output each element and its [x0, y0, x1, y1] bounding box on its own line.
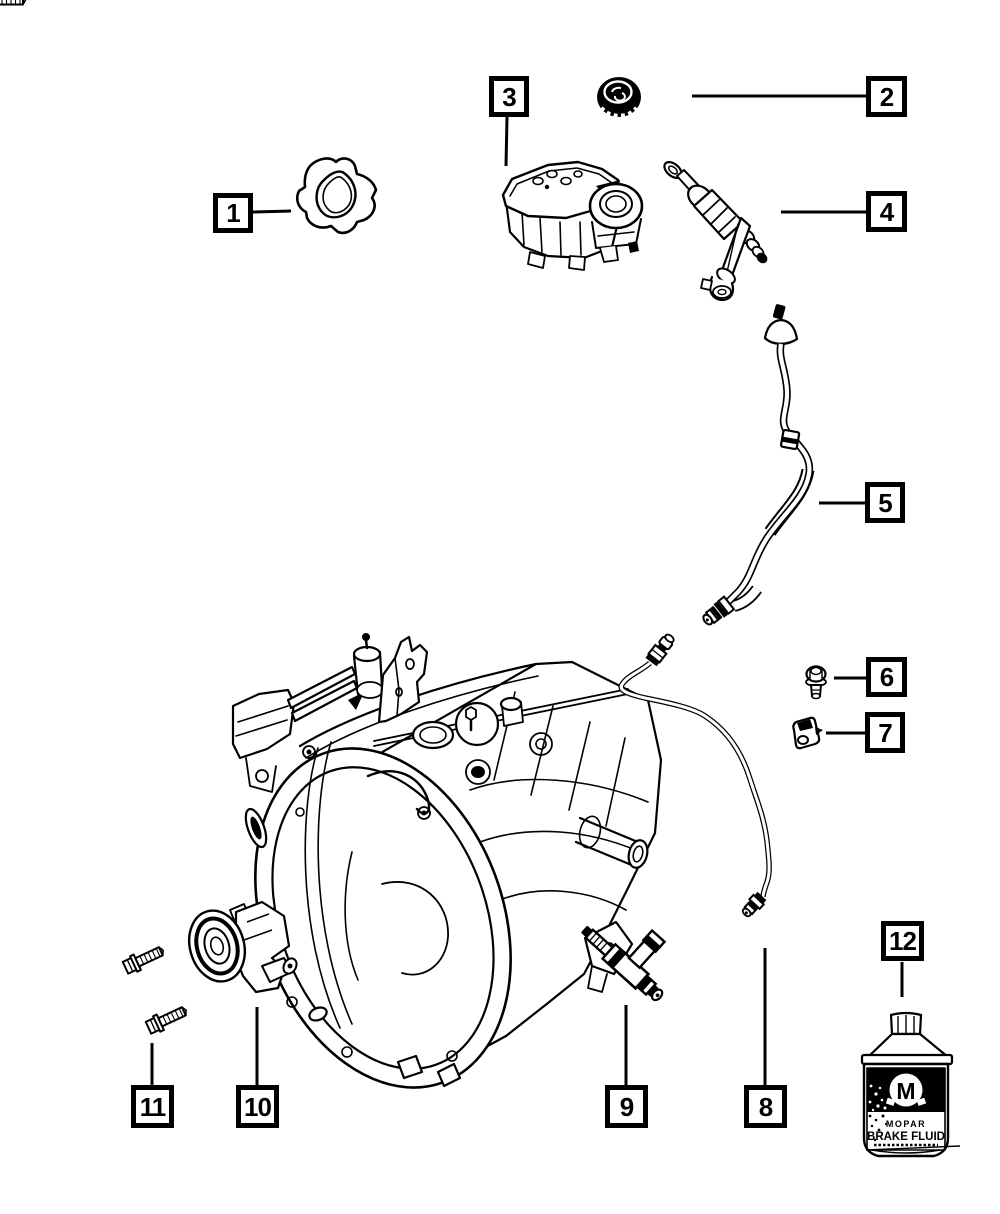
callout-box-7[interactable]	[865, 712, 905, 753]
callout-number: 1	[226, 198, 240, 228]
bottle-brand-text: MOPAR	[885, 1119, 927, 1129]
callout-number: 3	[502, 81, 516, 112]
mounting-bolts-illustration	[0, 0, 190, 1035]
clutch-slave-cylinder-illustration	[181, 902, 299, 992]
callout-number: 12	[889, 926, 916, 956]
callout-box-12[interactable]	[881, 921, 924, 961]
callout-box-9[interactable]	[605, 1085, 648, 1128]
bottle-logo-m: M	[896, 1078, 916, 1104]
bottle-product-text: BRAKE FLUID	[867, 1131, 945, 1143]
brake-fluid-bottle-illustration	[862, 1013, 960, 1156]
seal-gasket-illustration	[297, 159, 376, 233]
clutch-master-cylinder-illustration	[661, 159, 768, 300]
leader-line-3	[506, 117, 507, 166]
callout-number: 8	[758, 1091, 773, 1122]
callout-box-2[interactable]	[866, 76, 907, 117]
callout-number: 10	[244, 1091, 271, 1122]
retaining-clip-illustration	[793, 718, 823, 748]
master-cylinder-tube-illustration	[700, 304, 810, 629]
callout-number: 2	[879, 81, 894, 112]
callout-box-1[interactable]	[213, 193, 253, 233]
callout-number: 5	[878, 487, 892, 518]
callout-number: 11	[139, 1091, 166, 1122]
callout-box-11[interactable]	[131, 1085, 174, 1128]
callout-box-3[interactable]	[489, 76, 529, 117]
leader-line-1	[253, 211, 291, 212]
hex-bolt-illustration	[806, 667, 826, 699]
callout-number: 7	[878, 717, 892, 748]
reservoir-cap-illustration	[597, 77, 641, 117]
transaxle-illustration	[210, 633, 661, 1123]
callout-number: 9	[619, 1091, 634, 1122]
callout-box-8[interactable]	[744, 1085, 787, 1128]
callout-number: 4	[879, 196, 894, 227]
callout-box-4[interactable]	[866, 191, 907, 232]
fluid-reservoir-illustration	[503, 162, 642, 270]
callout-box-5[interactable]	[865, 482, 905, 523]
callout-box-6[interactable]	[866, 657, 907, 697]
callout-number: 6	[879, 662, 894, 692]
callout-box-10[interactable]	[236, 1085, 279, 1128]
